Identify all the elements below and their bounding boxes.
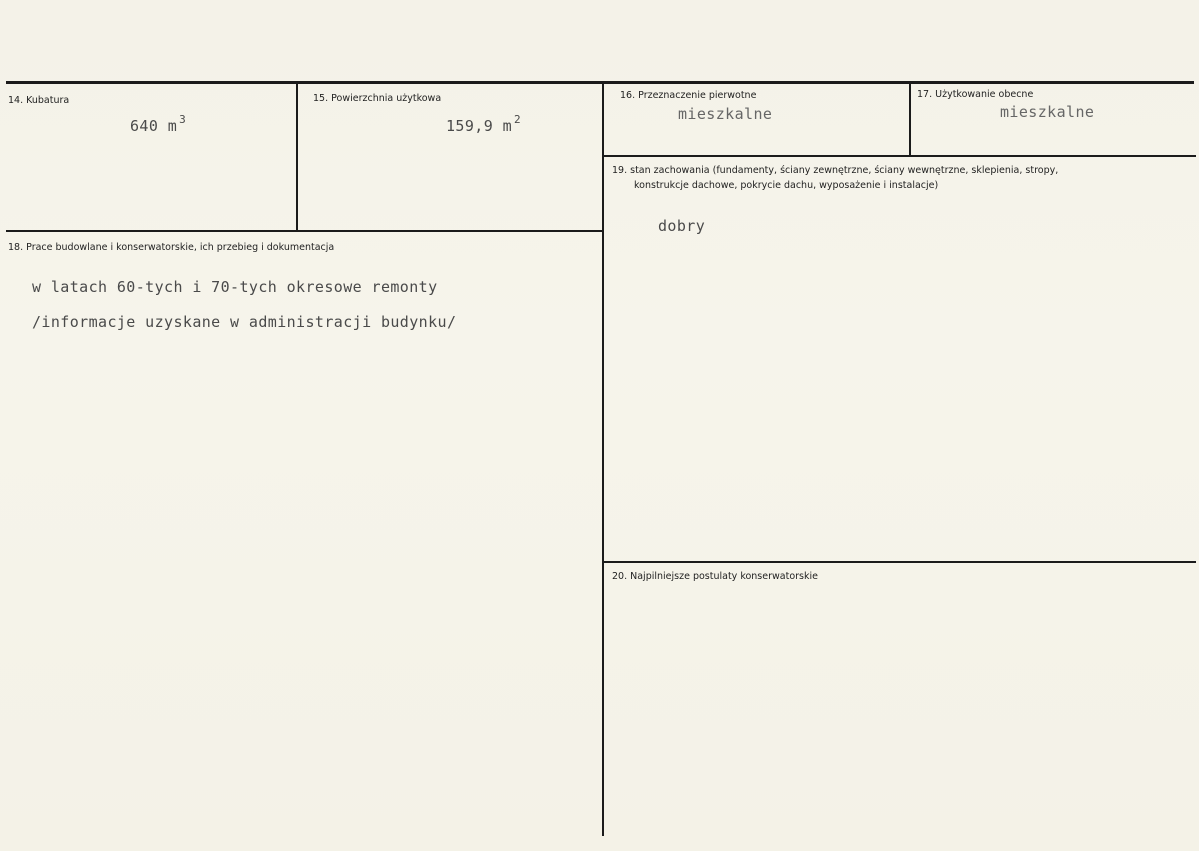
field-20-label: 20. Najpilniejsze postulaty konserwatorskie bbox=[612, 571, 818, 582]
field-18-label: 18. Prace budowlane i konserwatorskie, ich przebieg i dokumentacja bbox=[8, 242, 335, 253]
rule-below-14-15 bbox=[6, 230, 603, 232]
field-16-label: 16. Przeznaczenie pierwotne bbox=[620, 90, 757, 101]
field-14-value bbox=[130, 113, 187, 135]
area-exponent: 2 bbox=[514, 113, 522, 126]
cubature-exponent: 3 bbox=[179, 113, 187, 126]
field-15-value bbox=[446, 113, 522, 135]
field-19-label-line-2: konstrukcje dachowe, pokrycie dachu, wyposażenie i instalacje) bbox=[634, 180, 939, 191]
field-19-value: dobry bbox=[658, 217, 706, 235]
field-17-label: 17. Użytkowanie obecne bbox=[917, 89, 1034, 100]
field-17-value: mieszkalne bbox=[1000, 103, 1095, 121]
area-value: 159,9 m bbox=[446, 117, 513, 135]
divider-16-17 bbox=[909, 84, 911, 156]
divider-14-15 bbox=[296, 84, 298, 232]
field-18-line-2: /informacje uzyskane w administracji budynku/ bbox=[32, 313, 457, 331]
top-rule bbox=[6, 81, 1194, 84]
field-16-value: mieszkalne bbox=[678, 105, 773, 123]
field-18-line-1: w latach 60-tych i 70-tych okresowe remonty bbox=[32, 278, 438, 296]
rule-below-16-17 bbox=[604, 155, 1196, 157]
center-divider bbox=[602, 84, 604, 836]
cubature-value: 640 m bbox=[130, 117, 178, 135]
field-14-label: 14. Kubatura bbox=[8, 95, 70, 106]
field-19-label-line-1: 19. stan zachowania (fundamenty, ściany zewnętrzne, ściany wewnętrzne, sklepienia, stropy, bbox=[612, 165, 1059, 176]
field-15-label: 15. Powierzchnia użytkowa bbox=[313, 93, 442, 104]
rule-above-20 bbox=[604, 561, 1196, 563]
